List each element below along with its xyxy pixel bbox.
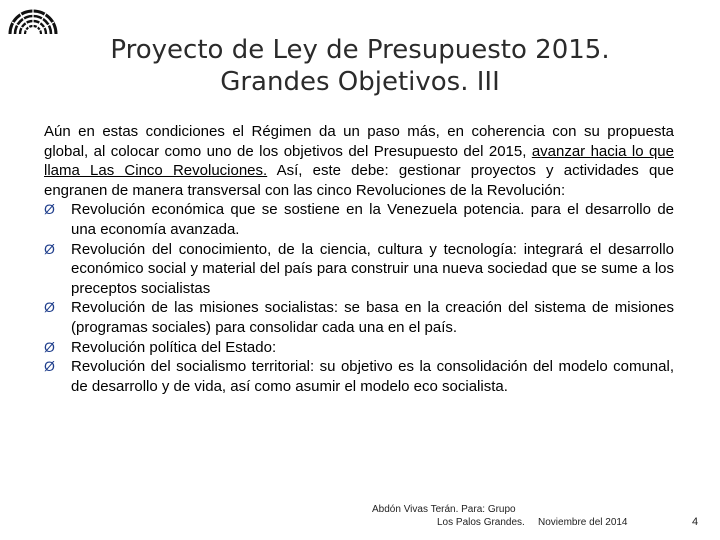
list-item-text: Revolución política del Estado: xyxy=(71,338,277,356)
list-item xyxy=(44,357,674,396)
arrow-bullet-icon: Ø xyxy=(44,358,55,375)
list-item xyxy=(44,200,674,239)
arrow-bullet-icon: Ø xyxy=(44,299,55,316)
arrow-bullet-icon: Ø xyxy=(44,201,55,218)
revolutions-list xyxy=(44,200,674,396)
list-item-text: Revolución económica que se sostiene en la Venezuela potencia. para el desarrollo de una economía avanzada. xyxy=(71,201,674,238)
intro-underlined-text: avanzar hacia lo que llama Las Cinco Revoluciones. xyxy=(44,142,674,180)
footer-date: Noviembre del 2014 xyxy=(538,517,628,528)
list-item xyxy=(44,240,674,299)
list-item xyxy=(44,298,674,337)
arrow-bullet-icon: Ø xyxy=(44,338,55,355)
list-item xyxy=(44,338,674,358)
slide-title-line2: Grandes Objetivos. III xyxy=(220,67,500,97)
list-item-text: Revolución del socialismo territorial: su objetivo es la consolidación del modelo comunal, de desarrollo y de vida, así como asumir el modelo eco socialista. xyxy=(71,358,674,395)
slide-title-line1: Proyecto de Ley de Presupuesto 2015. xyxy=(110,35,610,65)
intro-paragraph xyxy=(44,122,674,200)
list-item-text: Revolución del conocimiento, de la ciencia, cultura y tecnología: integrará el desarrollo económico social y material del país para construir una nueva sociedad que se sume a los preceptos socialistas xyxy=(71,240,674,297)
footer-group: Los Palos Grandes. xyxy=(437,517,525,528)
page-number: 4 xyxy=(692,516,699,528)
intro-text-part1: Aún en estas condiciones el Régimen da un paso más, en coherencia con su propuesta global, al colocar como uno de los objetivos del Presupuesto del 2015, xyxy=(44,123,674,160)
arrow-bullet-icon: Ø xyxy=(44,240,55,257)
footer-author: Abdón Vivas Terán. Para: Grupo xyxy=(372,504,516,515)
slide-body xyxy=(44,122,674,396)
list-item-text: Revolución de las misiones socialistas: se basa en la creación del sistema de misiones (programas sociales) para consolidar cada una en el país. xyxy=(71,299,674,336)
intro-text-part2: Así, este debe: gestionar proyectos y actividades que engranen de manera transversal con las cinco Revoluciones de la Revolución: xyxy=(44,162,674,199)
slide-title xyxy=(40,34,680,98)
